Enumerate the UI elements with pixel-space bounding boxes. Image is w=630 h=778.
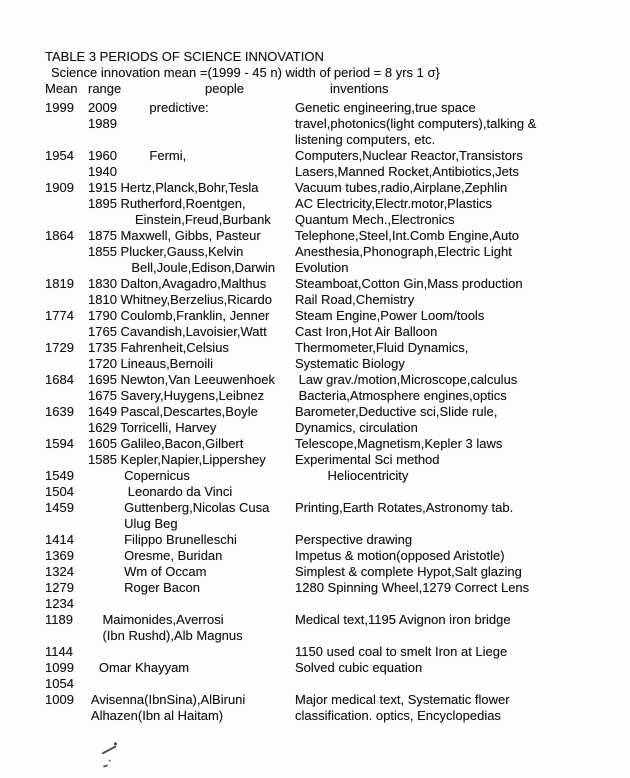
table-row [45, 196, 610, 212]
inventions-cell: 1150 used coal to smelt Iron at Liege [295, 644, 508, 659]
table-row [45, 388, 610, 404]
table-row [45, 212, 610, 228]
inventions-cell: Steam Engine,Power Loom/tools [295, 308, 485, 323]
table-row [45, 516, 610, 532]
inventions-cell: 1280 Spinning Wheel,1279 Correct Lens [295, 580, 530, 595]
inventions-cell: Cast Iron,Hot Air Balloon [295, 324, 438, 339]
inventions-cell: Experimental Sci method [295, 452, 440, 467]
table-row [45, 660, 610, 676]
pen-scan-mark [103, 764, 108, 767]
inventions-cell: Solved cubic equation [295, 660, 423, 675]
inventions-cell: Law grav./motion,Microscope,calculus [295, 372, 518, 387]
inventions-cell: Medical text,1195 Avignon iron bridge [295, 612, 511, 627]
mean-cell: 1459 [45, 500, 74, 515]
range-people-cell: Bell,Joule,Edison,Darwin [88, 260, 276, 275]
table-row [45, 340, 610, 356]
mean-cell: 1909 [45, 180, 74, 195]
range-people-cell: Filippo Brunelleschi [88, 532, 237, 547]
table-row [45, 260, 610, 276]
range-people-cell: 1895 Rutherford,Roentgen, [88, 196, 246, 211]
table-row [45, 324, 610, 340]
column-header-mean: Mean [45, 81, 78, 96]
table-row [45, 276, 610, 292]
range-people-cell: 1989 [88, 116, 117, 131]
table-row [45, 308, 610, 324]
table-row [45, 644, 610, 660]
mean-cell: 1864 [45, 228, 74, 243]
range-people-cell: Oresme, Buridan [88, 548, 223, 563]
range-people-cell: 1790 Coulomb,Franklin, Jenner [88, 308, 270, 323]
mean-cell: 1054 [45, 676, 74, 691]
inventions-cell: Telephone,Steel,Int.Comb Engine,Auto [295, 228, 520, 243]
range-people-cell: 1585 Kepler,Napier,Lippershey [88, 452, 266, 467]
table-row [45, 500, 610, 516]
mean-cell: 1549 [45, 468, 74, 483]
table-row [45, 356, 610, 372]
table-row [45, 676, 610, 692]
table-body [45, 100, 610, 724]
mean-cell: 1729 [45, 340, 74, 355]
inventions-cell: Barometer,Deductive sci,Slide rule, [295, 404, 498, 419]
table-row [45, 692, 610, 708]
range-people-cell: Ulug Beg [88, 516, 178, 531]
table-row [45, 612, 610, 628]
mean-cell: 1594 [45, 436, 74, 451]
inventions-cell: Computers,Nuclear Reactor,Transistors [295, 148, 523, 163]
table-row [45, 628, 610, 644]
range-people-cell: 1875 Maxwell, Gibbs, Pasteur [88, 228, 261, 243]
table-row [45, 420, 610, 436]
pen-scan-mark [102, 745, 117, 754]
range-people-cell: Copernicus [88, 468, 190, 483]
inventions-cell: classification. optics, Encyclopedias [295, 708, 501, 723]
mean-cell: 1189 [45, 612, 73, 627]
inventions-cell: Thermometer,Fluid Dynamics, [295, 340, 469, 355]
column-header-range: range [88, 81, 122, 96]
subtitle-formula: Science innovation mean =(1999 - 45 n) width of period = 8 yrs 1 σ} [51, 65, 440, 80]
inventions-cell: Printing,Earth Rotates,Astronomy tab. [295, 500, 514, 515]
mean-cell: 1369 [45, 548, 74, 563]
table-row [45, 100, 610, 116]
range-people-cell: Leonardo da Vinci [88, 484, 233, 499]
table-row [45, 532, 610, 548]
table-row [45, 580, 610, 596]
range-people-cell: 1855 Plucker,Gauss,Kelvin [88, 244, 244, 259]
document [45, 49, 610, 724]
range-people-cell: 2009 predictive: [88, 100, 209, 115]
table-row [45, 436, 610, 452]
table-row [45, 372, 610, 388]
range-people-cell: Alhazen(Ibn al Haitam) [88, 708, 224, 723]
mean-cell: 1144 [45, 644, 73, 659]
table-row [45, 244, 610, 260]
inventions-cell: Vacuum tubes,radio,Airplane,Zephlin [295, 180, 508, 195]
mean-cell: 1504 [45, 484, 74, 499]
mean-cell: 1954 [45, 148, 74, 163]
inventions-cell: Rail Road,Chemistry [295, 292, 415, 307]
range-people-cell: 1810 Whitney,Berzelius,Ricardo [88, 292, 273, 307]
table-row [45, 484, 610, 500]
mean-cell: 1684 [45, 372, 74, 387]
range-people-cell: Avisenna(IbnSina),AlBiruni [88, 692, 246, 707]
range-people-cell: 1940 [88, 164, 117, 179]
mean-cell: 1234 [45, 596, 74, 611]
range-people-cell: 1605 Galileo,Bacon,Gilbert [88, 436, 244, 451]
table-row [45, 132, 610, 148]
inventions-cell: Steamboat,Cotton Gin,Mass production [295, 276, 523, 291]
range-people-cell: 1915 Hertz,Planck,Bohr,Tesla [88, 180, 259, 195]
table-row [45, 564, 610, 580]
mean-cell: 1999 [45, 100, 74, 115]
inventions-cell: Genetic engineering,true space [295, 100, 476, 115]
inventions-cell: AC Electricity,Electr.motor,Plastics [295, 196, 492, 211]
mean-cell: 1009 [45, 692, 74, 707]
range-people-cell: 1830 Dalton,Avagadro,Malthus [88, 276, 267, 291]
mean-cell: 1279 [45, 580, 74, 595]
inventions-cell: Heliocentricity [295, 468, 409, 483]
table-row [45, 452, 610, 468]
table-row [45, 548, 610, 564]
table-row [45, 228, 610, 244]
table-row [45, 292, 610, 308]
range-people-cell: 1695 Newton,Van Leeuwenhoek [88, 372, 275, 387]
table-row [45, 468, 610, 484]
inventions-cell: Dynamics, circulation [295, 420, 418, 435]
inventions-cell: Simplest & complete Hypot,Salt glazing [295, 564, 522, 579]
table-row [45, 404, 610, 420]
range-people-cell: Maimonides,Averrosi [88, 612, 224, 627]
page-title: TABLE 3 PERIODS OF SCIENCE INNOVATION [45, 49, 324, 64]
mean-cell: 1099 [45, 660, 74, 675]
inventions-cell: listening computers, etc. [295, 132, 436, 147]
inventions-cell: Quantum Mech.,Electronics [295, 212, 455, 227]
mean-cell: 1414 [45, 532, 74, 547]
table-row [45, 180, 610, 196]
table-row [45, 148, 610, 164]
mean-cell: 1774 [45, 308, 74, 323]
table-row [45, 596, 610, 612]
range-people-cell: 1960 Fermi, [88, 148, 187, 163]
inventions-cell: travel,photonics(light computers),talking & [295, 116, 537, 131]
range-people-cell: 1629 Torricelli, Harvey [88, 420, 217, 435]
inventions-cell: Anesthesia,Phonograph,Electric Light [295, 244, 512, 259]
range-people-cell: 1675 Savery,Huygens,Leibnez [88, 388, 265, 403]
range-people-cell: Guttenberg,Nicolas Cusa [88, 500, 270, 515]
range-people-cell: 1649 Pascal,Descartes,Boyle [88, 404, 258, 419]
inventions-cell: Bacteria,Atmosphere engines,optics [295, 388, 507, 403]
range-people-cell: 1735 Fahrenheit,Celsius [88, 340, 229, 355]
inventions-cell: Impetus & motion(opposed Aristotle) [295, 548, 505, 563]
inventions-cell: Lasers,Manned Rocket,Antibiotics,Jets [295, 164, 519, 179]
inventions-cell: Major medical text, Systematic flower [295, 692, 510, 707]
table-row [45, 708, 610, 724]
range-people-cell: Roger Bacon [88, 580, 200, 595]
inventions-cell: Telescope,Magnetism,Kepler 3 laws [295, 436, 503, 451]
table-row [45, 164, 610, 180]
range-people-cell: Einstein,Freud,Burbank [88, 212, 271, 227]
mean-cell: 1324 [45, 564, 74, 579]
column-header-people: people [205, 81, 245, 96]
range-people-cell: Omar Khayyam [88, 660, 190, 675]
mean-cell: 1639 [45, 404, 74, 419]
range-people-cell: 1765 Cavandish,Lavoisier,Watt [88, 324, 267, 339]
mean-cell: 1819 [45, 276, 74, 291]
range-people-cell: 1720 Lineaus,Bernoili [88, 356, 214, 371]
column-header-row [45, 81, 610, 97]
table-row [45, 116, 610, 132]
range-people-cell: Wm of Occam [88, 564, 207, 579]
inventions-cell: Evolution [295, 260, 349, 275]
range-people-cell: (Ibn Rushd),Alb Magnus [88, 628, 243, 643]
inventions-cell: Systematic Biology [295, 356, 405, 371]
column-header-inventions: inventions [330, 81, 389, 96]
inventions-cell: Perspective drawing [295, 532, 413, 547]
